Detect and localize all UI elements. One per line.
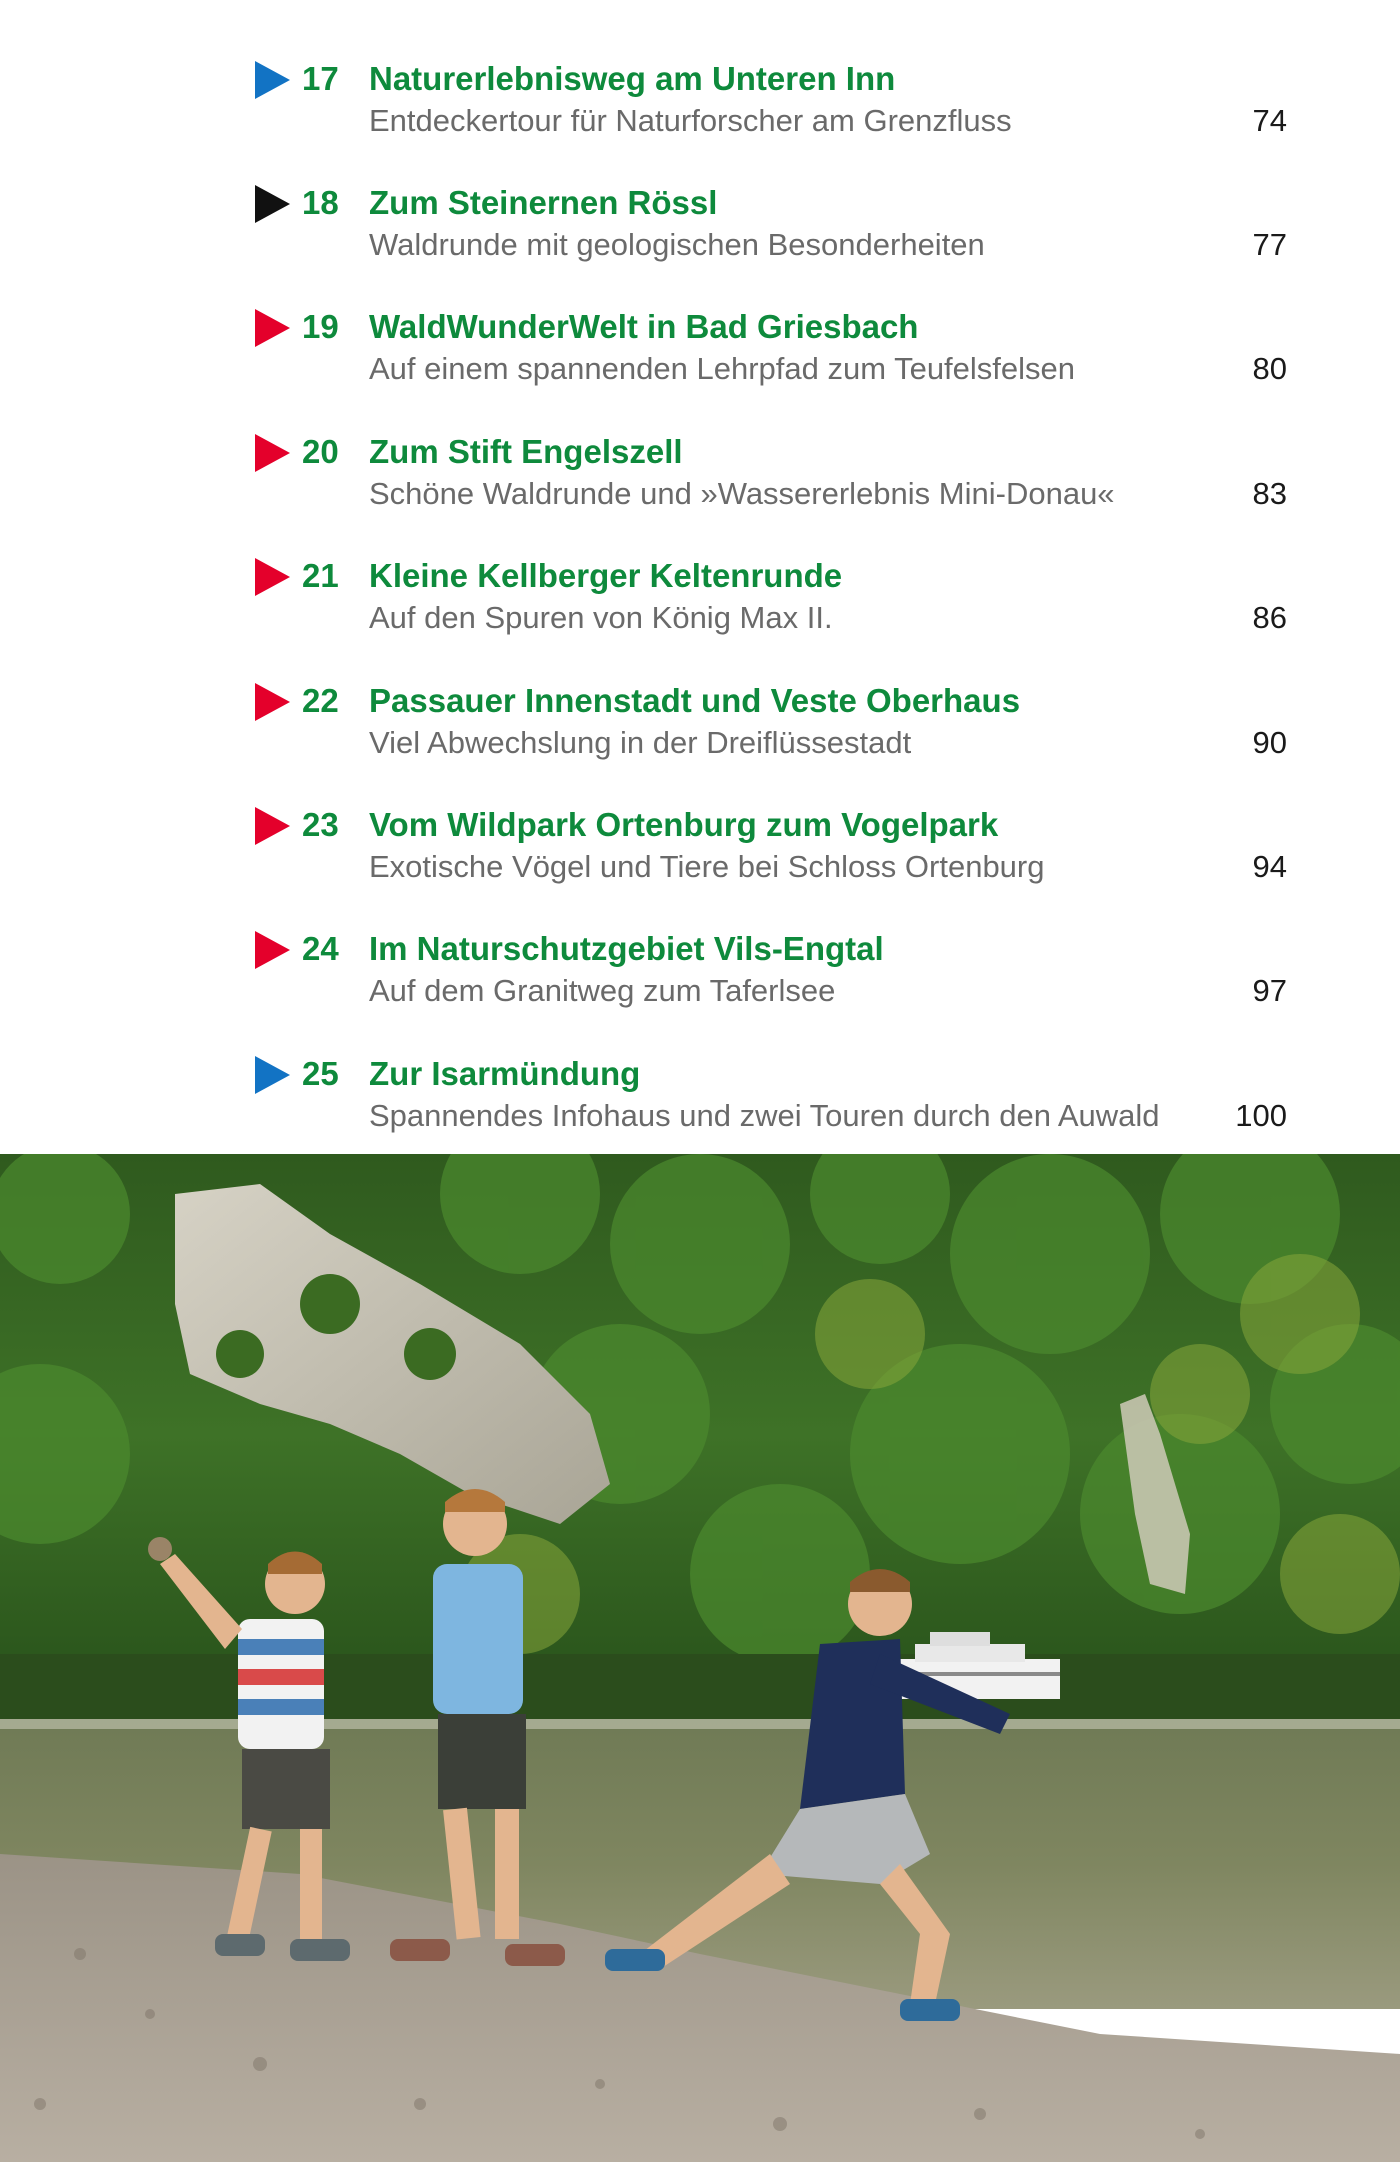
toc-entry[interactable] <box>0 667 1400 767</box>
entry-page-number: 94 <box>1252 849 1287 884</box>
entry-page-number: 90 <box>1252 725 1287 760</box>
entry-number: 24 <box>302 930 339 967</box>
river-photo <box>0 1154 1400 2162</box>
toc-entry[interactable] <box>0 791 1400 891</box>
triangle-marker-icon <box>255 558 290 596</box>
entry-number: 17 <box>302 60 339 97</box>
entry-page-number: 86 <box>1252 600 1287 635</box>
entry-title: Kleine Kellberger Keltenrunde <box>369 557 843 594</box>
entry-subtitle: Schöne Waldrunde und »Wassererlebnis Mini-Donau« <box>369 476 1115 511</box>
entry-title: Zum Stift Engelszell <box>369 433 683 470</box>
triangle-marker-icon <box>255 61 290 99</box>
entry-subtitle: Waldrunde mit geologischen Besonderheiten <box>369 227 985 262</box>
triangle-marker-icon <box>255 185 290 223</box>
entry-title: Zum Steinernen Rössl <box>369 184 718 221</box>
entry-number: 23 <box>302 806 339 843</box>
triangle-marker-icon <box>255 1056 290 1094</box>
entry-page-number: 97 <box>1252 973 1287 1008</box>
entry-title: WaldWunderWelt in Bad Griesbach <box>369 308 919 345</box>
triangle-marker-icon <box>255 807 290 845</box>
entry-number: 21 <box>302 557 339 594</box>
entry-subtitle: Exotische Vögel und Tiere bei Schloss Ortenburg <box>369 849 1045 884</box>
entry-subtitle: Auf den Spuren von König Max II. <box>369 600 833 635</box>
entry-page-number: 100 <box>1235 1098 1287 1133</box>
toc-entry[interactable] <box>0 293 1400 393</box>
triangle-marker-icon <box>255 931 290 969</box>
toc-entry[interactable] <box>0 1040 1400 1140</box>
toc-entry[interactable] <box>0 542 1400 642</box>
toc-entry[interactable] <box>0 45 1400 145</box>
entry-title: Im Naturschutzgebiet Vils-Engtal <box>369 930 884 967</box>
toc-entry[interactable] <box>0 169 1400 269</box>
entry-subtitle: Auf einem spannenden Lehrpfad zum Teufelsfelsen <box>369 351 1076 386</box>
entry-page-number: 77 <box>1252 227 1287 262</box>
entry-number: 22 <box>302 682 339 719</box>
toc-entry[interactable] <box>0 915 1400 1015</box>
triangle-marker-icon <box>255 434 290 472</box>
entry-number: 18 <box>302 184 339 221</box>
entry-subtitle: Spannendes Infohaus und zwei Touren durch den Auwald <box>369 1098 1160 1133</box>
entry-subtitle: Entdeckertour für Naturforscher am Grenzfluss <box>369 103 1012 138</box>
entry-page-number: 80 <box>1252 351 1287 386</box>
triangle-marker-icon <box>255 683 290 721</box>
entry-number: 20 <box>302 433 339 470</box>
entry-title: Passauer Innenstadt und Veste Oberhaus <box>369 682 1021 719</box>
entry-page-number: 74 <box>1252 103 1287 138</box>
entry-title: Naturerlebnisweg am Unteren Inn <box>369 60 896 97</box>
entry-number: 25 <box>302 1055 339 1092</box>
entry-subtitle: Auf dem Granitweg zum Taferlsee <box>369 973 836 1008</box>
entry-page-number: 83 <box>1252 476 1287 511</box>
toc-entry[interactable] <box>0 418 1400 518</box>
triangle-marker-icon <box>255 309 290 347</box>
entry-title: Zur Isarmündung <box>369 1055 641 1092</box>
entry-number: 19 <box>302 308 339 345</box>
entry-subtitle: Viel Abwechslung in der Dreiflüssestadt <box>369 725 912 760</box>
entry-title: Vom Wildpark Ortenburg zum Vogelpark <box>369 806 999 843</box>
